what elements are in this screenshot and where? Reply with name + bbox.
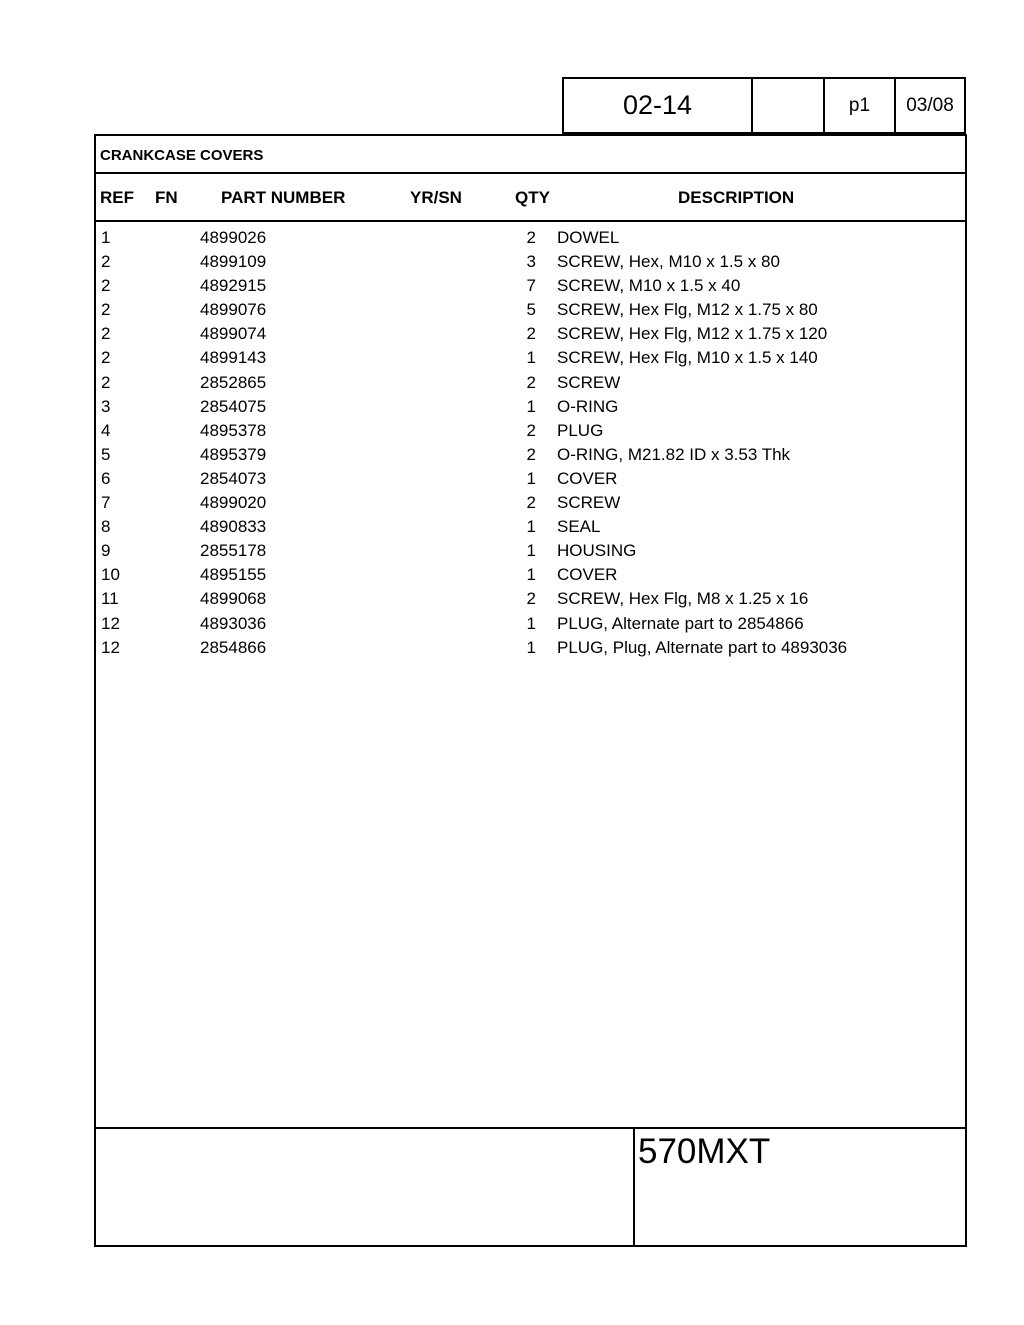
revision-date: 03/08 [906, 94, 954, 116]
description-cell: COVER [557, 468, 618, 488]
part-number-cell: 4899074 [200, 324, 267, 344]
ref-cell: 7 [101, 493, 111, 513]
col-header-qty: QTY [515, 188, 550, 207]
description-cell: PLUG, Alternate part to 2854866 [557, 613, 804, 633]
table-row [96, 443, 965, 467]
part-number-cell: 4895155 [200, 565, 267, 585]
qty-cell: 1 [526, 468, 536, 488]
table-row [96, 395, 965, 419]
title-row [96, 136, 965, 174]
qty-cell: 1 [526, 396, 536, 416]
ref-cell: 2 [101, 252, 111, 272]
part-number-cell: 4899076 [200, 300, 267, 320]
description-cell: SCREW, Hex Flg, M12 x 1.75 x 120 [557, 324, 828, 344]
description-cell: SCREW, Hex Flg, M10 x 1.5 x 140 [557, 348, 818, 368]
section-number: 02-14 [564, 79, 753, 132]
table-row [96, 467, 965, 491]
col-header-part-number: PART NUMBER [221, 188, 346, 207]
qty-cell: 1 [526, 517, 536, 537]
table-row [96, 250, 965, 274]
description-cell: SCREW, Hex Flg, M12 x 1.75 x 80 [557, 300, 818, 320]
part-number-cell: 4892915 [200, 276, 267, 296]
ref-cell: 8 [101, 517, 111, 537]
part-number-cell: 4899068 [200, 589, 267, 609]
ref-cell: 10 [101, 565, 120, 585]
part-number-cell: 4899020 [200, 493, 267, 513]
qty-cell: 1 [526, 565, 536, 585]
ref-cell: 12 [101, 637, 120, 657]
column-header-row [96, 174, 965, 222]
description-cell: HOUSING [557, 541, 637, 561]
table-row [96, 563, 965, 587]
part-number-cell: 4890833 [200, 517, 267, 537]
qty-cell: 1 [526, 613, 536, 633]
ref-cell: 11 [101, 589, 119, 609]
qty-cell: 1 [526, 541, 536, 561]
qty-cell: 2 [526, 493, 536, 513]
description-cell: PLUG, Plug, Alternate part to 4893036 [557, 637, 848, 657]
qty-cell: 2 [526, 372, 536, 392]
ref-cell: 6 [101, 468, 111, 488]
ref-cell: 12 [101, 613, 120, 633]
footer-divider [96, 1127, 965, 1129]
ref-cell: 2 [101, 276, 111, 296]
qty-cell: 1 [526, 637, 536, 657]
table-row [96, 539, 965, 563]
table-row [96, 298, 965, 322]
table-row [96, 371, 965, 395]
part-number-cell: 2854075 [200, 396, 267, 416]
ref-cell: 5 [101, 444, 111, 464]
table-row [96, 612, 965, 636]
table-row [96, 346, 965, 370]
table-row [96, 636, 965, 660]
table-row [96, 274, 965, 298]
part-number-cell: 4899143 [200, 348, 267, 368]
col-header-fn: FN [155, 188, 178, 207]
part-number-cell: 2852865 [200, 372, 267, 392]
qty-cell: 2 [526, 228, 536, 247]
parts-table-body [96, 226, 965, 660]
table-row [96, 587, 965, 611]
col-header-ref: REF [100, 188, 134, 207]
description-cell: O-RING [557, 396, 619, 416]
model-name: 570MXT [638, 1132, 771, 1171]
header-box [562, 77, 966, 134]
qty-cell: 5 [526, 300, 536, 320]
description-cell: SCREW [557, 493, 621, 513]
qty-cell: 2 [526, 324, 536, 344]
qty-cell: 7 [526, 276, 536, 296]
description-cell: O-RING, M21.82 ID x 3.53 Thk [557, 444, 791, 464]
table-row [96, 515, 965, 539]
ref-cell: 2 [101, 372, 111, 392]
part-number-cell: 4895378 [200, 420, 267, 440]
table-row [96, 419, 965, 443]
page-number: p1 [825, 79, 896, 132]
qty-cell: 2 [526, 589, 536, 609]
description-cell: DOWEL [557, 228, 620, 247]
ref-cell: 1 [101, 228, 111, 247]
part-number-cell: 4895379 [200, 444, 267, 464]
table-row [96, 226, 965, 250]
parts-list-box [94, 134, 967, 1247]
col-header-description: DESCRIPTION [678, 188, 795, 207]
qty-cell: 2 [526, 420, 536, 440]
qty-cell: 3 [526, 252, 536, 272]
qty-cell: 1 [526, 348, 536, 368]
col-header-yr-sn: YR/SN [410, 188, 462, 207]
footer-vertical-divider [633, 1127, 635, 1247]
page-title: CRANKCASE COVERS [100, 147, 264, 164]
description-cell: SCREW, M10 x 1.5 x 40 [557, 276, 741, 296]
description-cell: SCREW, Hex, M10 x 1.5 x 80 [557, 252, 780, 272]
qty-cell: 2 [526, 444, 536, 464]
table-row [96, 322, 965, 346]
description-cell: COVER [557, 565, 618, 585]
description-cell: SEAL [557, 517, 601, 537]
part-number-cell: 2854073 [200, 468, 267, 488]
part-number-cell: 4893036 [200, 613, 267, 633]
description-cell: PLUG [557, 420, 604, 440]
header-blank-cell [753, 79, 825, 132]
ref-cell: 2 [101, 324, 111, 344]
ref-cell: 3 [101, 396, 111, 416]
description-cell: SCREW [557, 372, 621, 392]
ref-cell: 2 [101, 300, 111, 320]
ref-cell: 2 [101, 348, 111, 368]
part-number-cell: 4899109 [200, 252, 267, 272]
table-row [96, 491, 965, 515]
part-number-cell: 2855178 [200, 541, 267, 561]
description-cell: SCREW, Hex Flg, M8 x 1.25 x 16 [557, 589, 809, 609]
part-number-cell: 2854866 [200, 637, 267, 657]
ref-cell: 4 [101, 420, 111, 440]
part-number-cell: 4899026 [200, 228, 267, 247]
ref-cell: 9 [101, 541, 111, 561]
